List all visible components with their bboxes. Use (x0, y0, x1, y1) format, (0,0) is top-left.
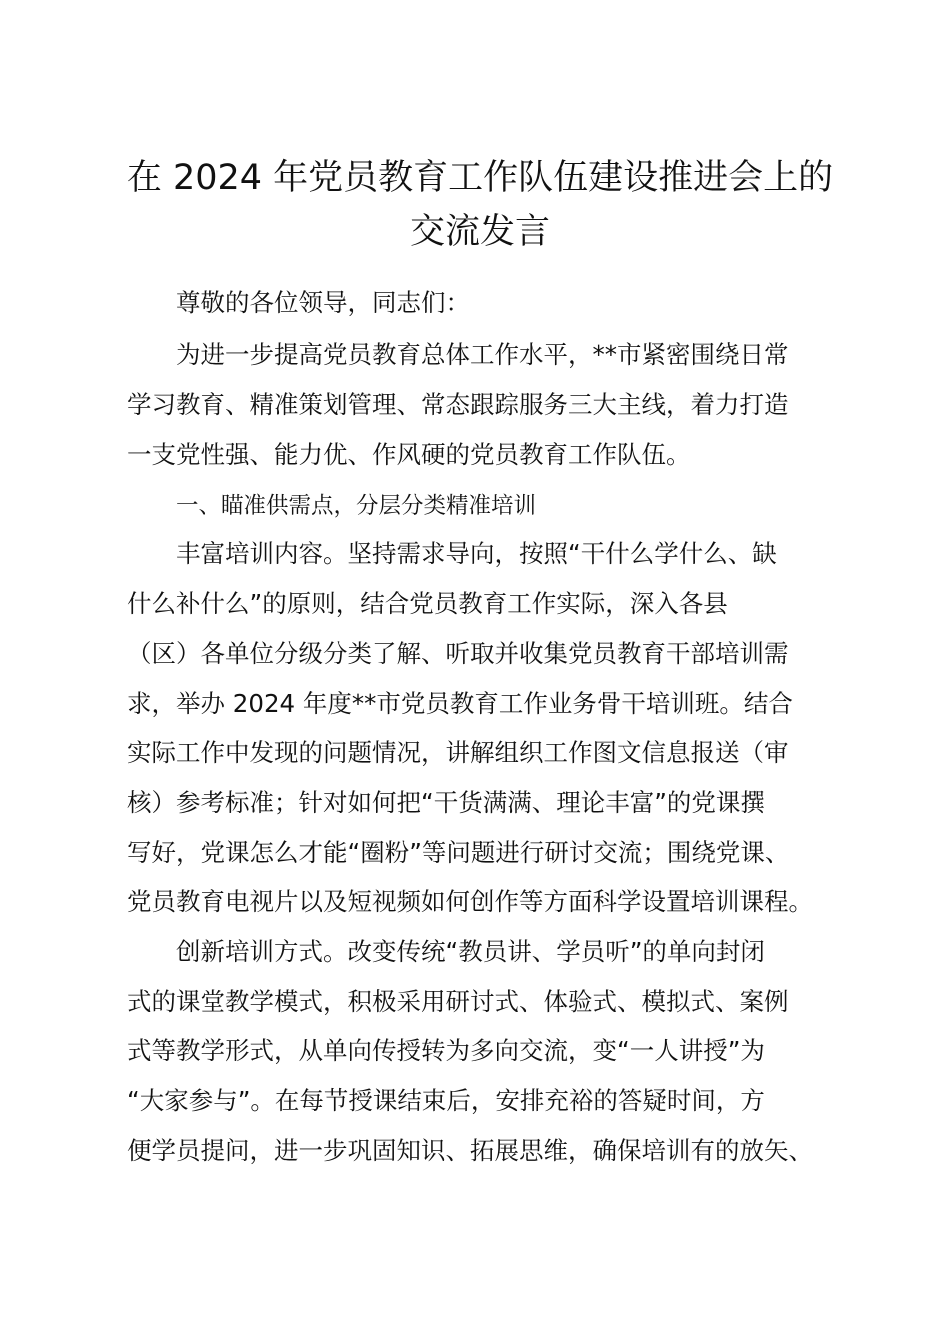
body-text-line: （区）各单位分级分类了解、听取并收集党员教育干部培训需 (127, 639, 789, 668)
body-text-line: 什么补什么”的原则，结合党员教育工作实际，深入各县 (127, 589, 728, 618)
body-text-line: 创新培训方式。改变传统“教员讲、学员听”的单向封闭 (176, 937, 765, 966)
body-text-line: 为进一步提高党员教育总体工作水平，**市紧密围绕日常 (176, 340, 789, 369)
body-text-line: 一支党性强、能力优、作风硬的党员教育工作队伍。 (127, 440, 691, 469)
body-text-line: 实际工作中发现的问题情况，讲解组织工作图文信息报送（审 (127, 738, 789, 767)
body-text-line: 核）参考标准；针对如何把“干货满满、理论丰富”的党课撰 (127, 788, 765, 817)
body-text-line: 式的课堂教学模式，积极采用研讨式、体验式、模拟式、案例 (127, 987, 789, 1016)
body-text-line: “大家参与”。在每节授课结束后，安排充裕的答疑时间，方 (127, 1086, 765, 1115)
body-text-line: 求，举办 2024 年度**市党员教育工作业务骨干培训班。结合 (127, 689, 793, 718)
document-title-line-2: 交流发言 (409, 212, 550, 252)
salutation: 尊敬的各位领导，同志们： (176, 288, 470, 317)
body-text-line: 便学员提问，进一步巩固知识、拓展思维，确保培训有的放矢、 (127, 1136, 813, 1165)
body-text-line: 党员教育电视片以及短视频如何创作等方面科学设置培训课程。 (127, 887, 813, 916)
body-text-line: 学习教育、精准策划管理、常态跟踪服务三大主线，着力打造 (127, 390, 789, 419)
body-text-line: 丰富培训内容。坚持需求导向，按照“干什么学什么、缺 (176, 539, 777, 568)
body-text-line: 写好，党课怎么才能“圈粉”等问题进行研讨交流；围绕党课、 (127, 838, 790, 867)
section-heading: 一、瞄准供需点，分层分类精准培训 (176, 493, 537, 519)
document-title-line-1: 在 2024 年党员教育工作队伍建设推进会上的 (126, 158, 834, 198)
body-text-line: 式等教学形式，从单向传授转为多向交流，变“一人讲授”为 (127, 1036, 765, 1065)
